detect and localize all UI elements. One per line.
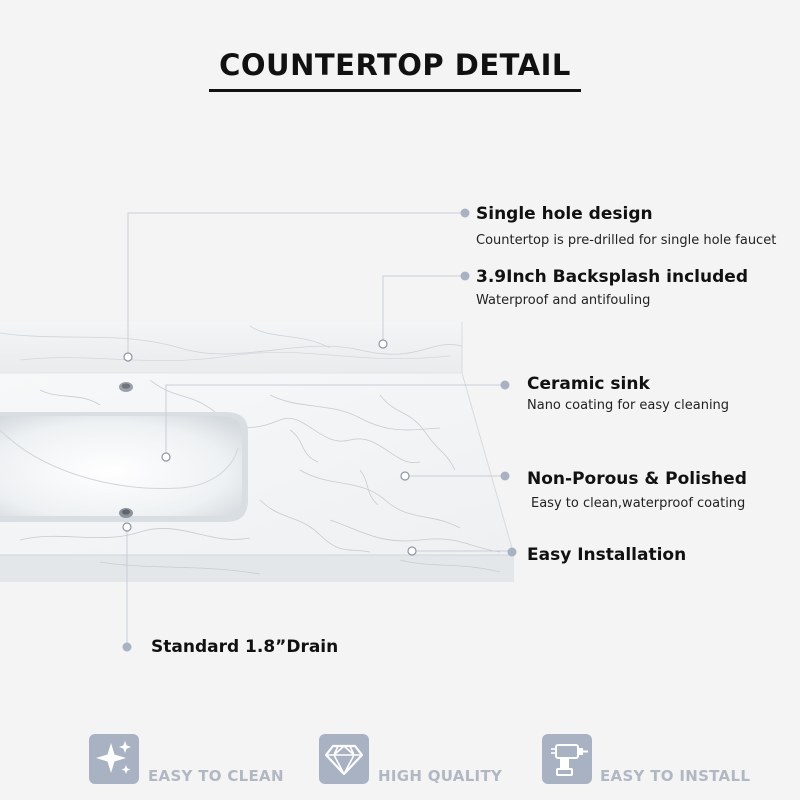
sparkle-icon (89, 734, 139, 784)
feature-desc-backsplash: Waterproof and antifouling (476, 293, 651, 308)
diamond-icon (319, 734, 369, 784)
badge-label-high-quality: HIGH QUALITY (378, 767, 503, 785)
badge-label-easy-to-install: EASY TO INSTALL (600, 767, 751, 785)
page-title: COUNTERTOP DETAIL (219, 48, 571, 82)
drill-icon (542, 734, 592, 784)
feature-desc-single-hole: Countertop is pre-drilled for single hole faucet (476, 233, 777, 248)
feature-title-drain: Standard 1.8”Drain (151, 637, 339, 657)
feature-title-non-porous: Non-Porous & Polished (527, 469, 747, 489)
feature-title-backsplash: 3.9Inch Backsplash included (476, 267, 748, 287)
feature-title-ceramic-sink: Ceramic sink (527, 374, 650, 394)
feature-title-single-hole: Single hole design (476, 204, 653, 224)
feature-desc-ceramic-sink: Nano coating for easy cleaning (527, 398, 730, 413)
backsplash (0, 322, 462, 373)
feature-title-easy-installation: Easy Installation (527, 545, 687, 565)
badge-label-easy-to-clean: EASY TO CLEAN (148, 767, 284, 785)
feature-desc-non-porous: Easy to clean,waterproof coating (531, 496, 746, 511)
